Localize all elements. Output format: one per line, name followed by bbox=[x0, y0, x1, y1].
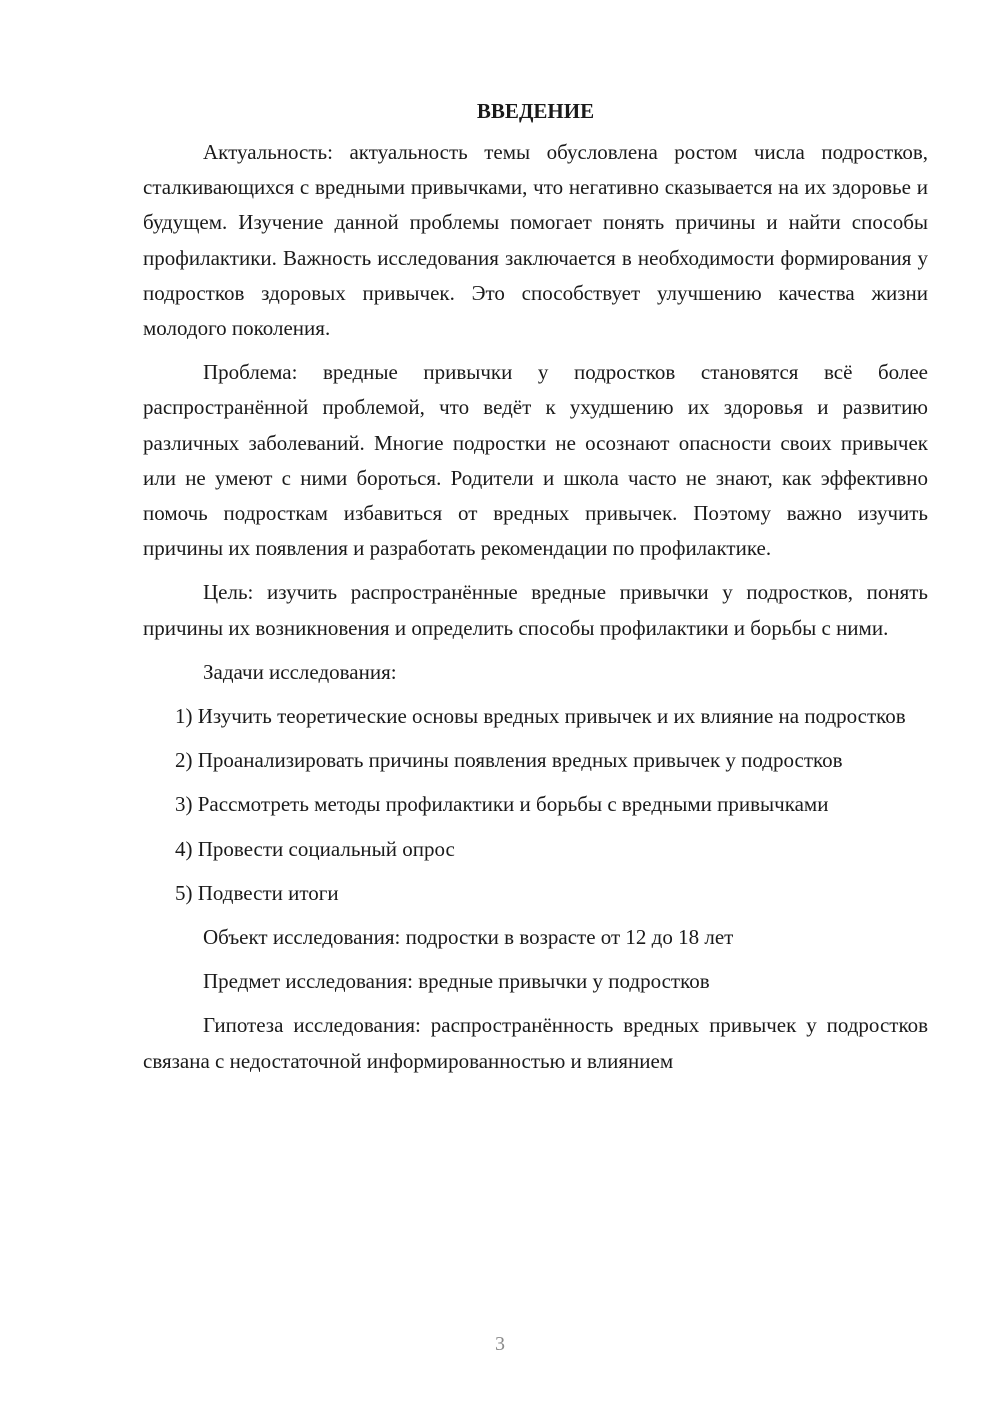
paragraph-object: Объект исследования: подростки в возрасте от 12 до 18 лет bbox=[203, 925, 734, 950]
task-item-1: 1) Изучить теоретические основы вредных привычек и их влияние на подростков bbox=[175, 704, 906, 729]
tasks-heading: Задачи исследования: bbox=[203, 659, 397, 684]
task-item-5: 5) Подвести итоги bbox=[175, 880, 339, 905]
paragraph-relevance: Актуальность: актуальность темы обусловлена ростом числа подростков, сталкивающихся с вредными привычками, что негативно сказывается на их здоровье и будущем. Изучение данной проблемы помогает понять причины и найти способы профилактики. Важность исследования заключается в необходимости формирования у подростков здоровых привычек. Это способствует улучшению качества жизни молодого поколения. bbox=[143, 140, 928, 341]
page-number: 3 bbox=[495, 1333, 505, 1355]
document-page bbox=[143, 96, 928, 1088]
paragraph-goal: Цель: изучить распространённые вредные привычки у подростков, понять причины их возникновения и определить способы профилактики и борьбы с ними. bbox=[143, 580, 928, 640]
task-item-2: 2) Проанализировать причины появления вредных привычек у подростков bbox=[175, 748, 843, 773]
section-title: ВВЕДЕНИЕ bbox=[476, 99, 595, 123]
paragraph-subject: Предмет исследования: вредные привычки у подростков bbox=[203, 969, 710, 994]
task-item-3: 3) Рассмотреть методы профилактики и борьбы с вредными привычками bbox=[175, 792, 829, 817]
paragraph-hypothesis: Гипотеза исследования: распространённость вредных привычек у подростков связана с недостаточной информированностью и влиянием bbox=[143, 1013, 928, 1073]
paragraph-problem: Проблема: вредные привычки у подростков становятся всё более распространённой проблемой, что ведёт к ухудшению их здоровья и развитию различных заболеваний. Многие подростки не осознают опасности своих привычек или не умеют с ними бороться. Родители и школа часто не знают, как эффективно помочь подросткам избавиться от вредных привычек. Поэтому важно изучить причины их появления и разработать рекомендации по профилактике. bbox=[143, 360, 928, 561]
task-item-4: 4) Провести социальный опрос bbox=[175, 836, 455, 861]
